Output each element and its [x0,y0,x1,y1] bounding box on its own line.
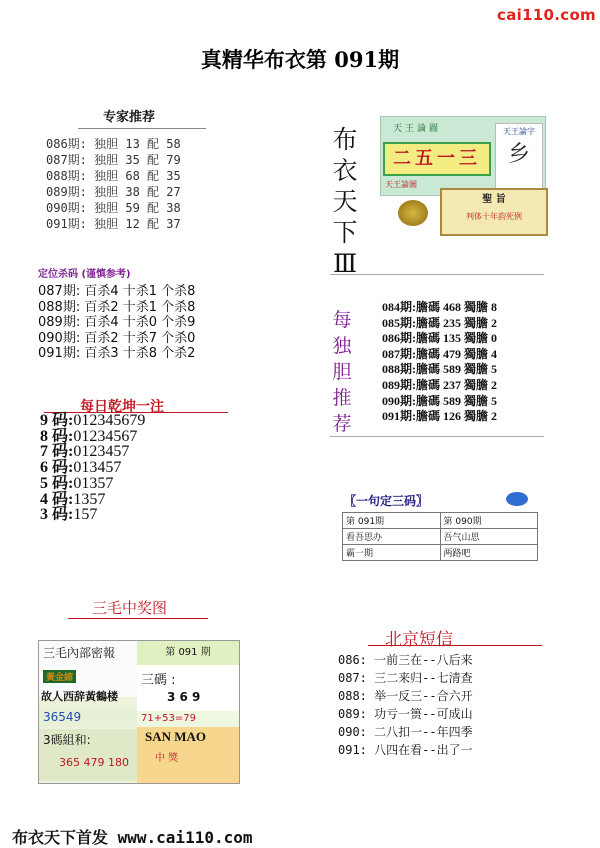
table-row: 看吾思办 吾气山思 [343,529,538,545]
list-item: 088期: 独胆 68 配 35 [46,169,181,183]
shengzhi-image: 聖 旨 判体十年韵死例 [380,186,546,236]
qiankun-list [40,413,145,523]
list-item: 091: 八四在看--出了一 [338,743,473,757]
section-divider [330,436,544,437]
coin-icon [398,200,428,226]
list-item: 090期:膽碼 589 獨膽 5 [382,393,497,408]
table-row: 第 091期 第 090期 [343,513,538,529]
sanmao-image: 三毛內部密報 黃金縮 故人西辞黃鶴楼 第 091 期 三碼 : 3 6 9 36549 71+53=79 3碼組和: 365 479 180 SAN MAO 中 獎 [38,640,240,784]
list-item: 089: 功亏一篑--可成山 [338,707,473,721]
page-title: 真精华布衣第 091期 [200,47,400,72]
tianwang-image: 天王論圖 二五一三 天王論圖 天王論字 乡 [380,116,546,196]
section-divider [330,274,544,275]
list-item: 087期: 独胆 35 配 79 [46,153,181,167]
list-item: 091期:膽碼 126 獨膽 2 [382,409,497,424]
list-item: 8 码:01234567 [40,427,138,445]
footer-link[interactable]: 布衣天下首发 www.cai110.com [12,828,253,847]
list-item: 090期: 百杀2 十杀7 个杀0 [38,330,196,346]
list-item: 089期: 百杀4 十杀0 个杀9 [38,315,196,330]
list-item: 086期: 独胆 13 配 58 [46,137,181,151]
list-item: 4 码:1357 [40,490,106,508]
sanmao-title: 三毛中奖图 [92,599,168,617]
qiankun-title: 每日乾坤一注 [80,399,164,415]
dandan-list [382,300,497,425]
beijing-list [338,651,473,759]
dingwei-list [38,284,195,362]
list-item: 085期:膽碼 235 獨膽 2 [382,315,497,330]
yiju-box: 〖一句定三码〗 第 091期 第 090期 看吾思办 吾气山思 霸一期 两路吧 [330,490,546,552]
list-item: 088期: 百杀2 十杀1 个杀8 [38,299,196,315]
site-logo[interactable]: cai110.com [497,6,596,24]
list-item: 086期:膽碼 135 獨膽 0 [382,331,497,346]
list-item: 9 码:012345679 [40,412,146,429]
list-item: 091期: 百杀3 十杀8 个杀2 [38,346,196,361]
beijing-divider [368,645,542,646]
badge-icon [506,492,528,506]
list-item: 091期: 独胆 12 配 37 [46,217,181,231]
list-item: 088: 举一反三--合六开 [338,689,473,703]
sanmao-divider [68,618,208,619]
list-item: 5 码:01357 [40,474,114,492]
yiju-table [342,512,538,561]
list-item: 087期:膽碼 479 獨膽 4 [382,346,497,361]
list-item: 6 码:013457 [40,459,122,477]
list-item: 087: 三二来归--七清查 [338,671,473,685]
list-item: 084期:膽碼 468 獨膽 8 [382,300,497,314]
meidudan-vertical-title: 每 独 胆 推 荐 [332,309,352,435]
beijing-title: 北京短信 [385,630,453,650]
list-item: 089期:膽碼 237 獨膽 2 [382,377,497,392]
buyi-vertical-title: 布 衣 天 下 Ⅲ [332,125,358,278]
dingwei-title: 定位杀码 (谨慎参考) [38,269,131,280]
calligraphy-glyph: 乡 [507,142,530,167]
list-item: 090: 二八扣一--年四季 [338,725,473,739]
list-item: 087期: 百杀4 十杀1 个杀8 [38,284,196,299]
expert-title: 专家推荐 [103,110,156,125]
list-item: 3 码:157 [40,506,98,524]
list-item: 086: 一前三在--八后来 [338,653,473,667]
list-item: 088期:膽碼 589 獨膽 5 [382,362,497,377]
table-row: 霸一期 两路吧 [343,545,538,561]
list-item: 090期: 独胆 59 配 38 [46,201,181,215]
list-item: 089期: 独胆 38 配 27 [46,185,181,199]
expert-divider [78,128,206,129]
list-item: 7 码:0123457 [40,443,130,461]
expert-list [46,136,181,232]
